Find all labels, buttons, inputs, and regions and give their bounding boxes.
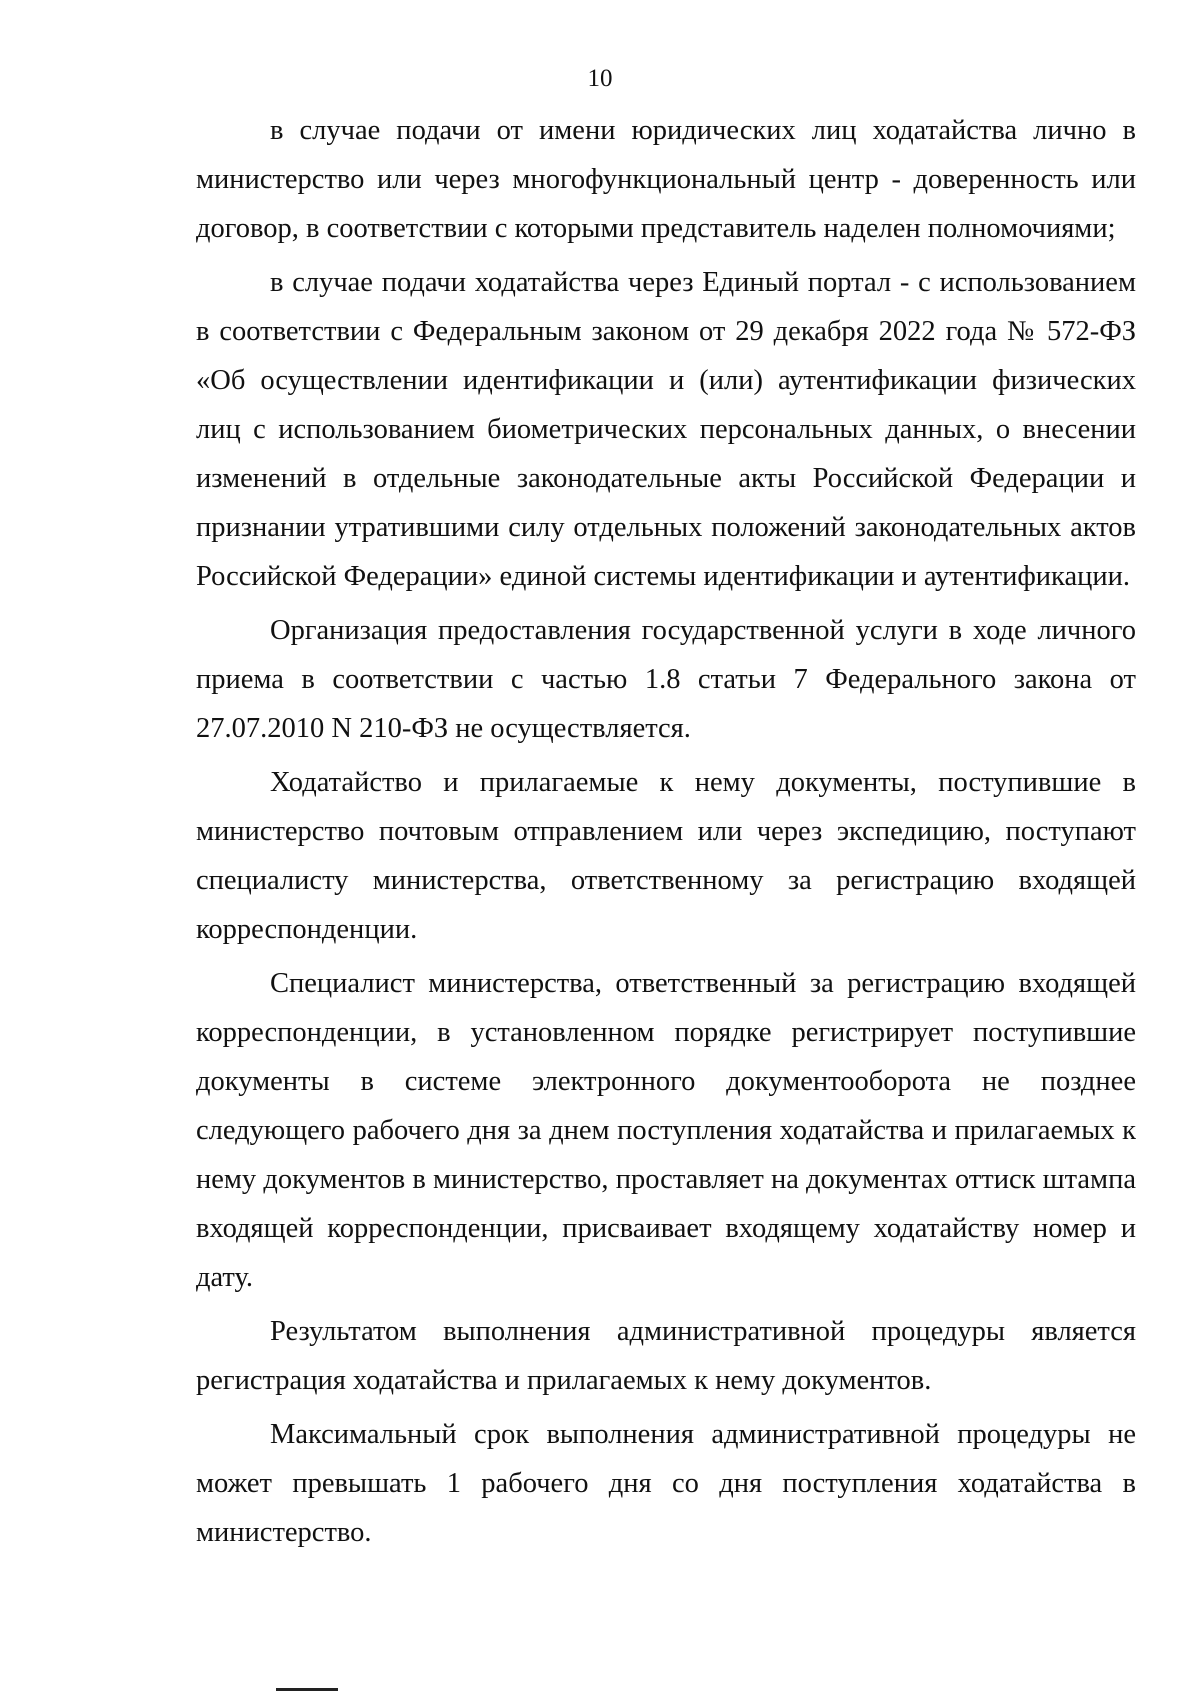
paragraph-registration-specialist: Специалист министерства, ответственный за регистрацию входящей корреспонденции, в установленном порядке регистрирует поступившие документы в системе электронного документооборота не позднее следующего рабочего дня за днем поступления ходатайства и прилагаемых к нему документов в министерство, проставляет на документах оттиск штампа входящей корреспонденции, присваивает входящему ходатайству номер и дату. — [196, 968, 1136, 1293]
footer-mark — [276, 1688, 338, 1691]
paragraph-unified-portal: в случае подачи ходатайства через Единый портал - с использованием в соответствии с Федеральным законом от 29 декабря 2022 года № 572-ФЗ «Об осуществлении идентификации и (или) аутентификации физических лиц с использованием биометрических персональных данных, о внесении изменений в отдельные законодательные акты Российской Федерации и признании утратившими силу отдельных положений законодательных актов Российской Федерации» единой системы идентификации и аутентификации. — [196, 267, 1136, 592]
paragraph-personal-reception: Организация предоставления государственной услуги в ходе личного приема в соответствии с частью 1.8 статьи 7 Федерального закона от 27.07.2010 N 210-ФЗ не осуществляется. — [196, 615, 1136, 744]
paragraph-mail-delivery: Ходатайство и прилагаемые к нему документы, поступившие в министерство почтовым отправлением или через экспедицию, поступают специалисту министерства, ответственному за регистрацию входящей корреспонденции. — [196, 767, 1136, 945]
page-number: 10 — [587, 65, 613, 92]
paragraph-procedure-result: Результатом выполнения административной процедуры является регистрация ходатайства и прилагаемых к нему документов. — [196, 1316, 1136, 1396]
paragraph-maximum-term: Максимальный срок выполнения административной процедуры не может превышать 1 рабочего дня со дня поступления ходатайства в министерство. — [196, 1419, 1136, 1548]
document-body — [196, 106, 1136, 1562]
paragraph-legal-entity-documents: в случае подачи от имени юридических лиц ходатайства лично в министерство или через многофункциональный центр - доверенность или договор, в соответствии с которыми представитель наделен полномочиями; — [196, 115, 1136, 244]
